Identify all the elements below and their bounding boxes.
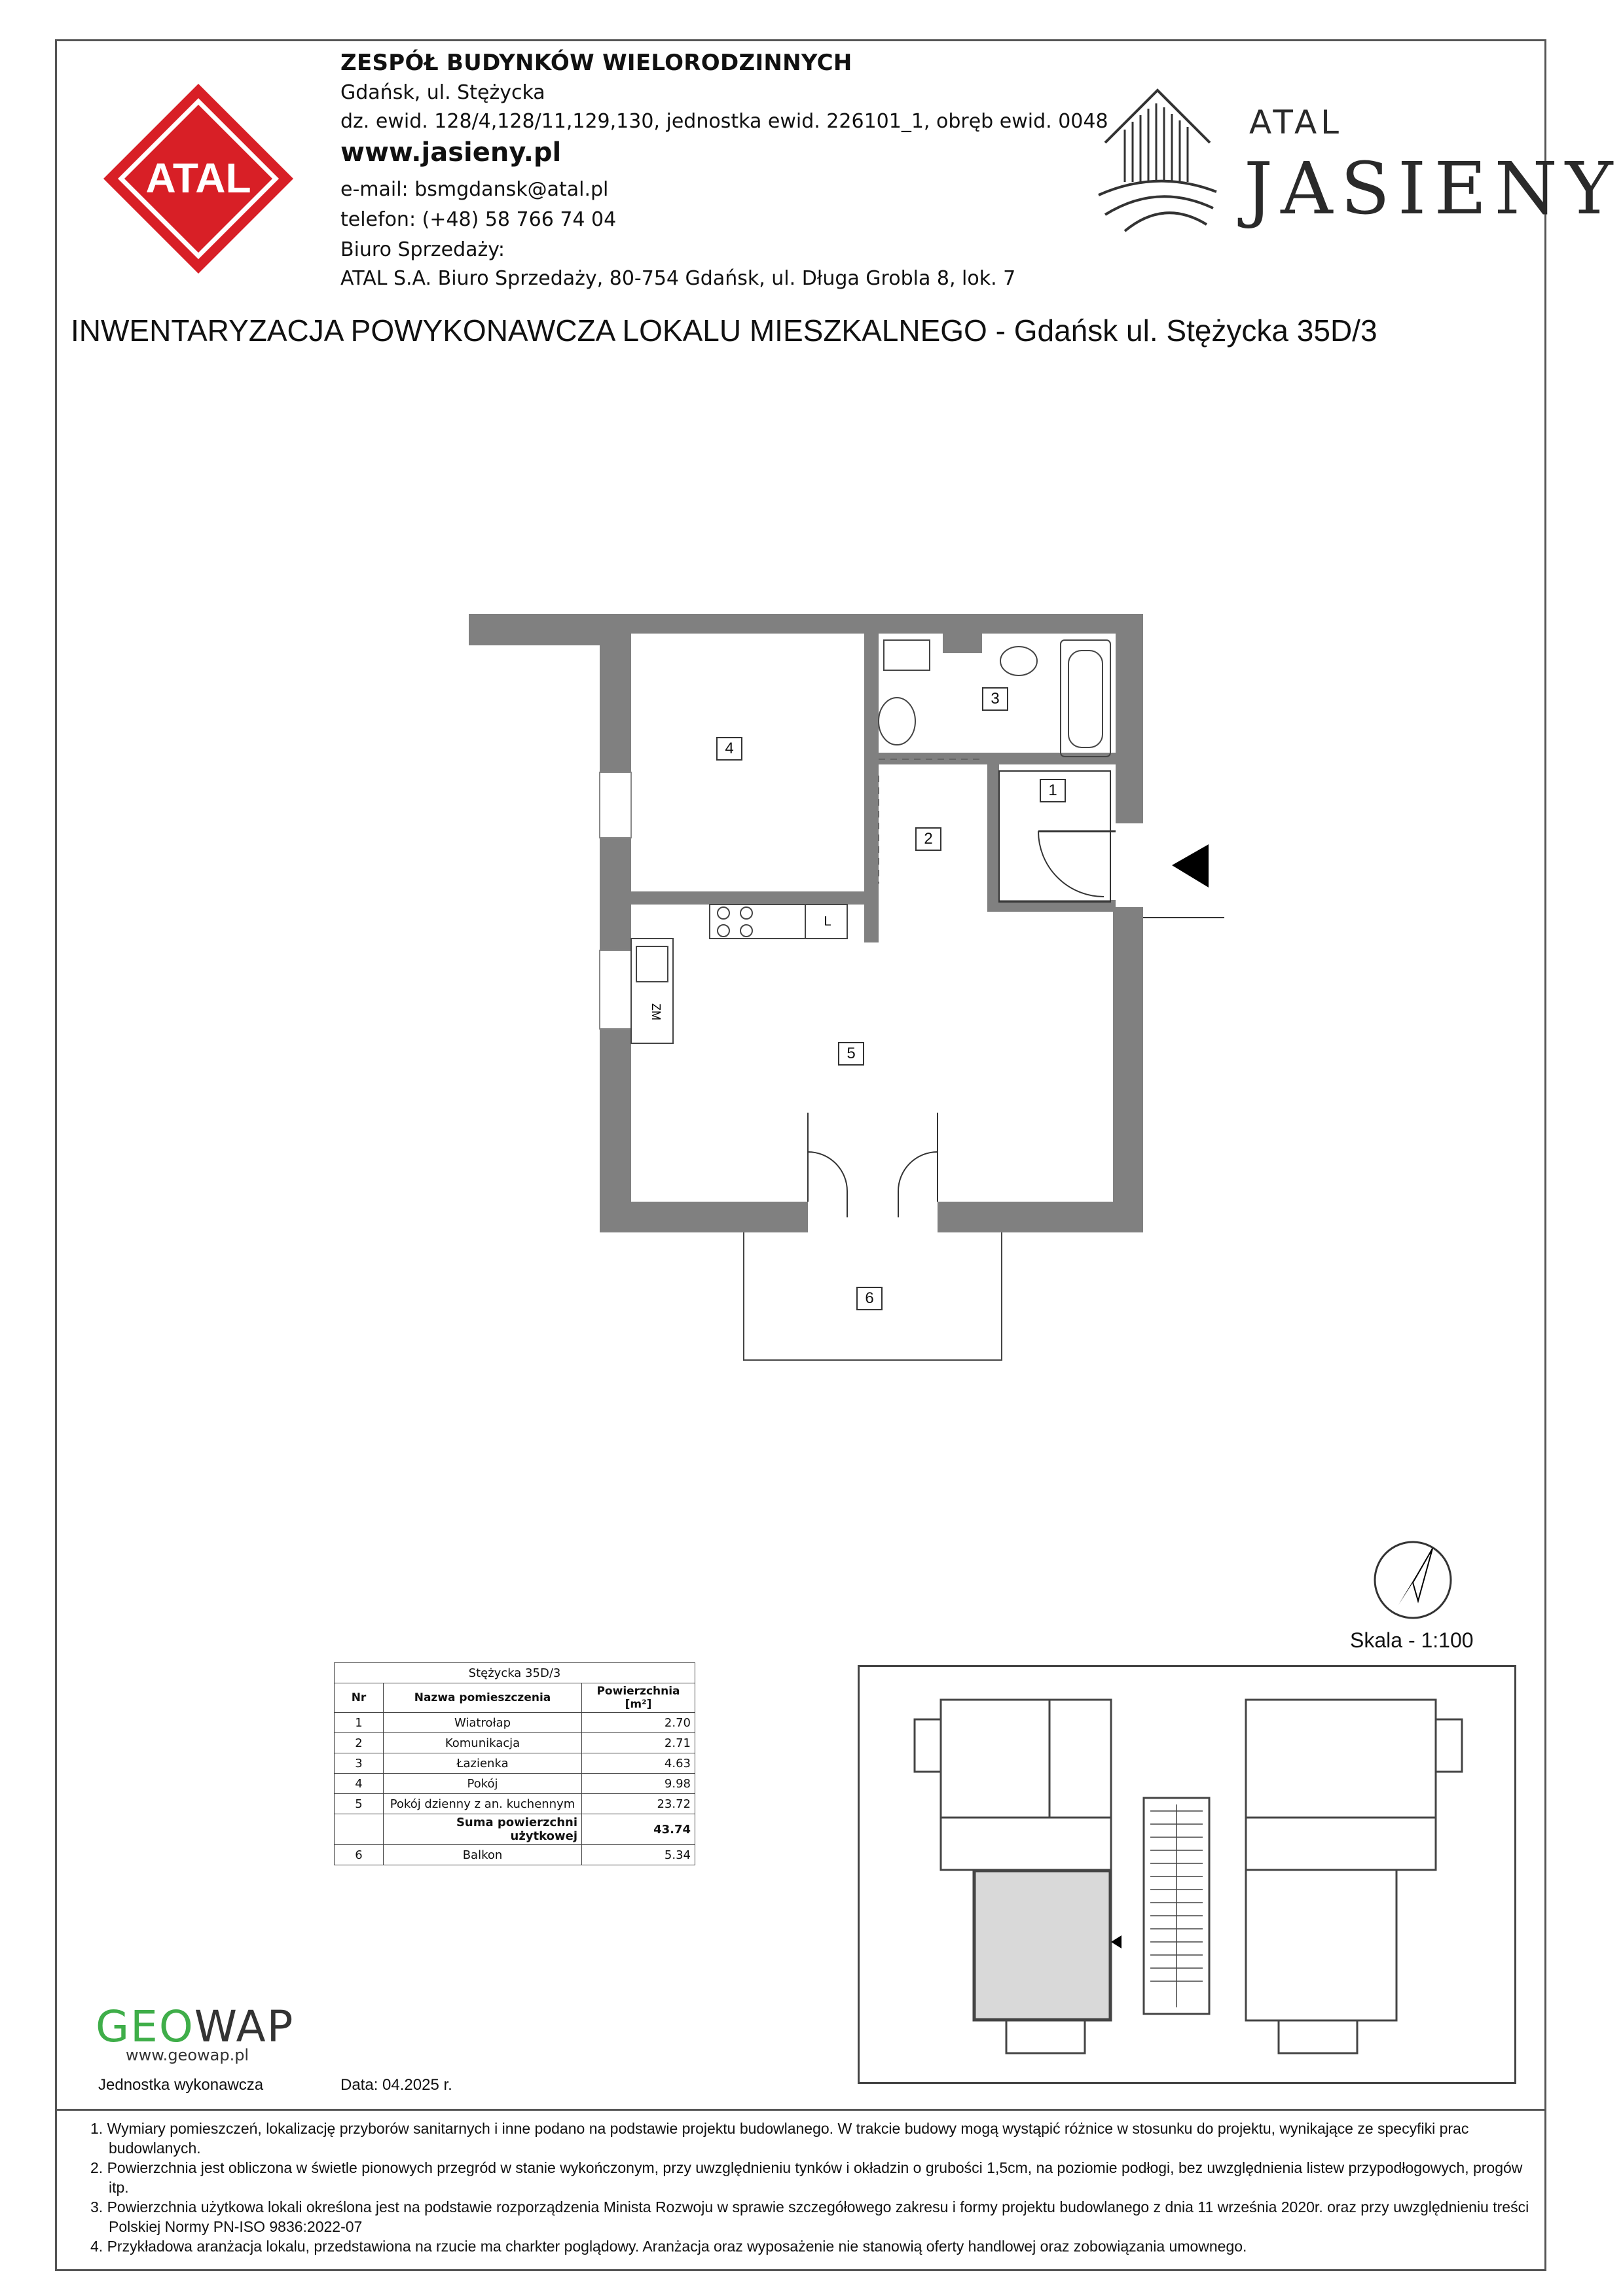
- table-caption: Stężycka 35D/3: [335, 1663, 695, 1683]
- atal-logo-text: ATAL: [145, 154, 251, 202]
- date-text: Data: 04.2025 r.: [340, 2076, 452, 2094]
- room-5-label: 5: [838, 1042, 864, 1066]
- table-sum-row: Suma powierzchni użytkowej 43.74: [335, 1814, 695, 1845]
- table-row: 4 Pokój 9.98: [335, 1774, 695, 1794]
- geowap-logo: GEOWAP: [96, 2001, 295, 2052]
- header-nr: Nr: [335, 1683, 384, 1713]
- fridge-label: L: [824, 914, 831, 929]
- phone-text: telefon: (+48) 58 766 74 04: [340, 208, 617, 231]
- project-location: Gdańsk, ul. Stężycka: [340, 81, 545, 104]
- brand-jasieny-text: JASIENY: [1244, 147, 1621, 230]
- project-title: ZESPÓŁ BUDYNKÓW WIELORODZINNYCH: [340, 50, 852, 76]
- header-name: Nazwa pomieszczenia: [384, 1683, 582, 1713]
- website-link[interactable]: www.jasieny.pl: [340, 137, 562, 168]
- note-3: 3. Powierzchnia użytkowa lokali określona jest na podstawie rozporządzenia Minista Rozwoju w sprawie szczegółowego zakresu i formy projektu budowlanego z dnia 11 września 2020r. oraz przy uwzględnieniu treści Polskiej Normy PN-ISO 9836:2022-07: [90, 2198, 1529, 2235]
- office-address: ATAL S.A. Biuro Sprzedaży, 80-754 Gdańsk, ul. Długa Grobla 8, lok. 7: [340, 267, 1016, 290]
- dishwasher-label: ZM: [649, 1003, 663, 1020]
- compass-icon: [1372, 1539, 1453, 1621]
- key-plan: [858, 1665, 1516, 2084]
- room-6-label: 6: [856, 1287, 883, 1310]
- email-text[interactable]: e-mail: bsmgdansk@atal.pl: [340, 178, 609, 201]
- parcel-info: dz. ewid. 128/4,128/11,129,130, jednostka ewid. 226101_1, obręb ewid. 0048: [340, 110, 1108, 133]
- brand-atal-text: ATAL: [1249, 103, 1343, 141]
- table-row: 3 Łazienka 4.63: [335, 1753, 695, 1774]
- room-3-label: 3: [982, 687, 1008, 711]
- geowap-website[interactable]: www.geowap.pl: [126, 2046, 249, 2064]
- table-row: 6 Balkon 5.34: [335, 1845, 695, 1865]
- header-area: Powierzchnia [m²]: [582, 1683, 695, 1713]
- scale-text: Skala - 1:100: [1350, 1628, 1474, 1652]
- notes-section: [55, 2109, 1546, 2256]
- table-row: 2 Komunikacja 2.71: [335, 1733, 695, 1753]
- room-1-label: 1: [1040, 779, 1066, 802]
- executing-unit-label: Jednostka wykonawcza: [98, 2076, 264, 2094]
- room-4-label: 4: [716, 737, 742, 761]
- room-area-table: [334, 1662, 695, 1865]
- note-2: 2. Powierzchnia jest obliczona w świetle pionowych przegród w stanie wykończonym, przy uwzględnieniu tynków i okładzin o grubości 1,5cm, na poziomie podłogi, bez uwzględnienia listew przypodłogowych, progów itp.: [90, 2159, 1523, 2196]
- document-title: INWENTARYZACJA POWYKONAWCZA LOKALU MIESZKALNEGO - Gdańsk ul. Stężycka 35D/3: [71, 314, 1377, 348]
- room-2-label: 2: [915, 827, 941, 851]
- table-row: 1 Wiatrołap 2.70: [335, 1713, 695, 1733]
- note-1: 1. Wymiary pomieszczeń, lokalizację przyborów sanitarnych i inne podano na podstawie projektu budowlanego. W trakcie budowy mogą wystąpić różnice w stosunku do projektu, wynikające ze specyfiki prac budowlanych.: [90, 2120, 1469, 2157]
- table-row: 5 Pokój dzienny z an. kuchennym 23.72: [335, 1794, 695, 1814]
- office-label: Biuro Sprzedaży:: [340, 238, 505, 261]
- note-4: 4. Przykładowa aranżacja lokalu, przedstawiona na rzucie ma charkter poglądowy. Aranżacja oraz wyposażenie nie stanowią oferty handlowej oraz zobowiązania umownego.: [90, 2238, 1247, 2255]
